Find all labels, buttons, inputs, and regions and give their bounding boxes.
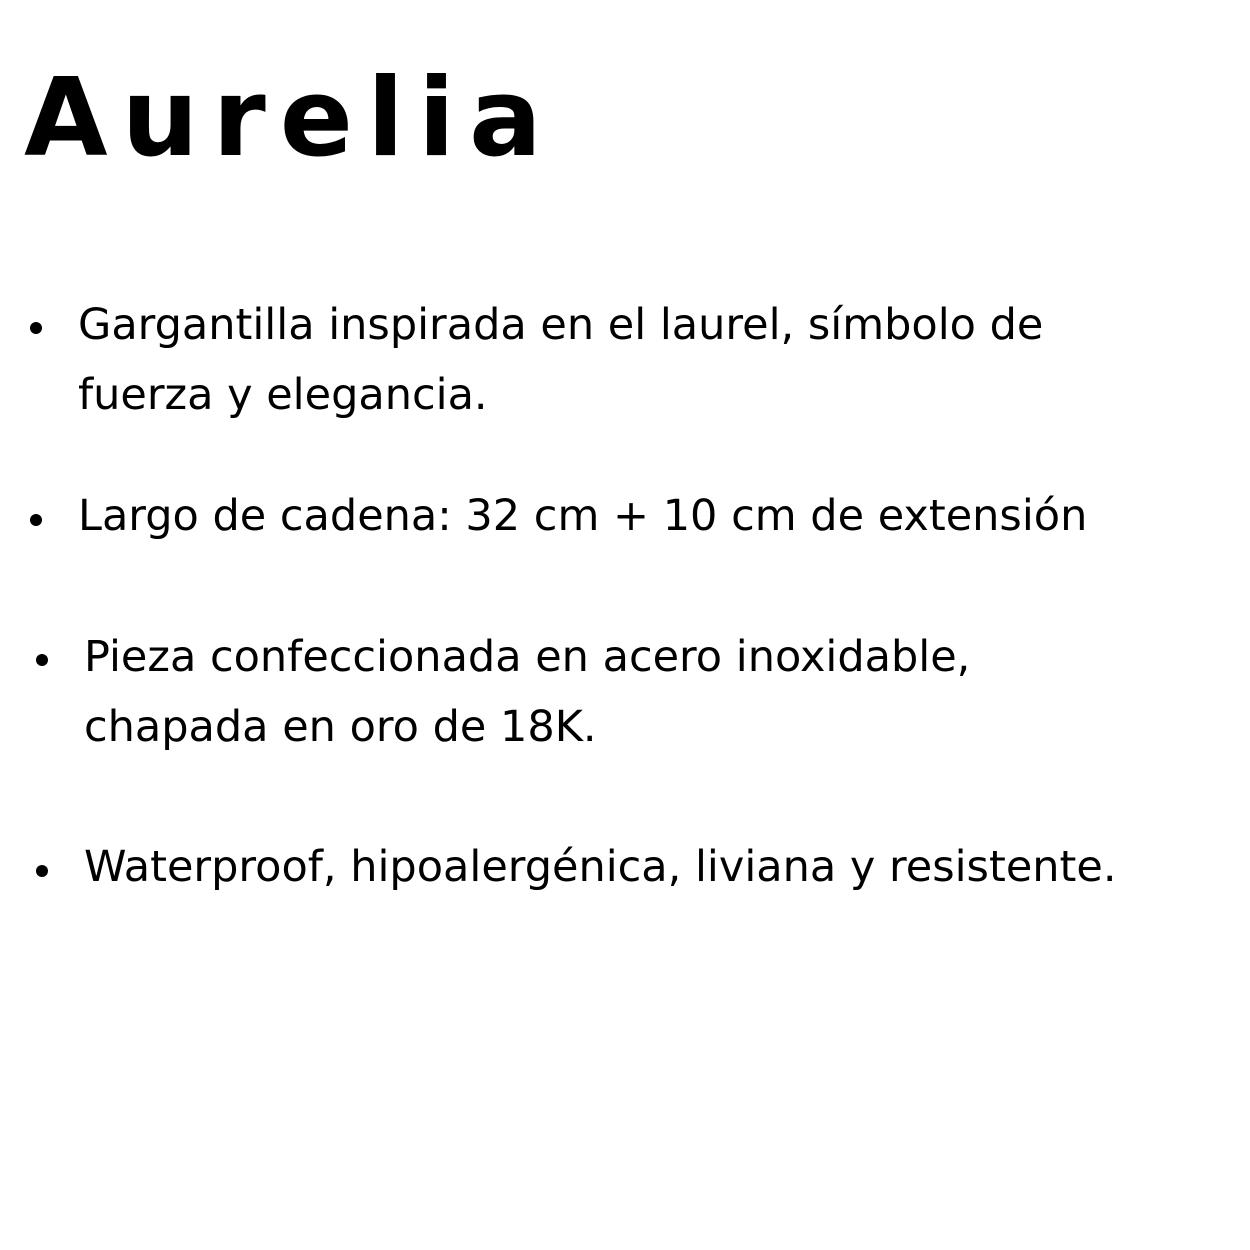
feature-item-properties	[84, 832, 1117, 902]
product-title: Aurelia	[24, 56, 556, 181]
feature-item-inspiration	[78, 290, 1043, 430]
bullet-dot-icon	[30, 322, 42, 334]
feature-text-line: chapada en oro de 18K.	[84, 702, 597, 752]
feature-item-material	[84, 622, 970, 762]
feature-text-line: Waterproof, hipoalergénica, liviana y resistente.	[84, 842, 1117, 892]
feature-text-line: Largo de cadena: 32 cm + 10 cm de extensión	[78, 491, 1088, 541]
bullet-dot-icon	[30, 514, 42, 526]
feature-text-line: fuerza y elegancia.	[78, 370, 488, 420]
feature-item-chain-length	[78, 481, 1087, 551]
bullet-dot-icon	[36, 865, 48, 877]
feature-text-line: Pieza confeccionada en acero inoxidable,	[84, 632, 971, 682]
bullet-dot-icon	[36, 654, 48, 666]
feature-text-line: Gargantilla inspirada en el laurel, símbolo de	[78, 300, 1044, 350]
